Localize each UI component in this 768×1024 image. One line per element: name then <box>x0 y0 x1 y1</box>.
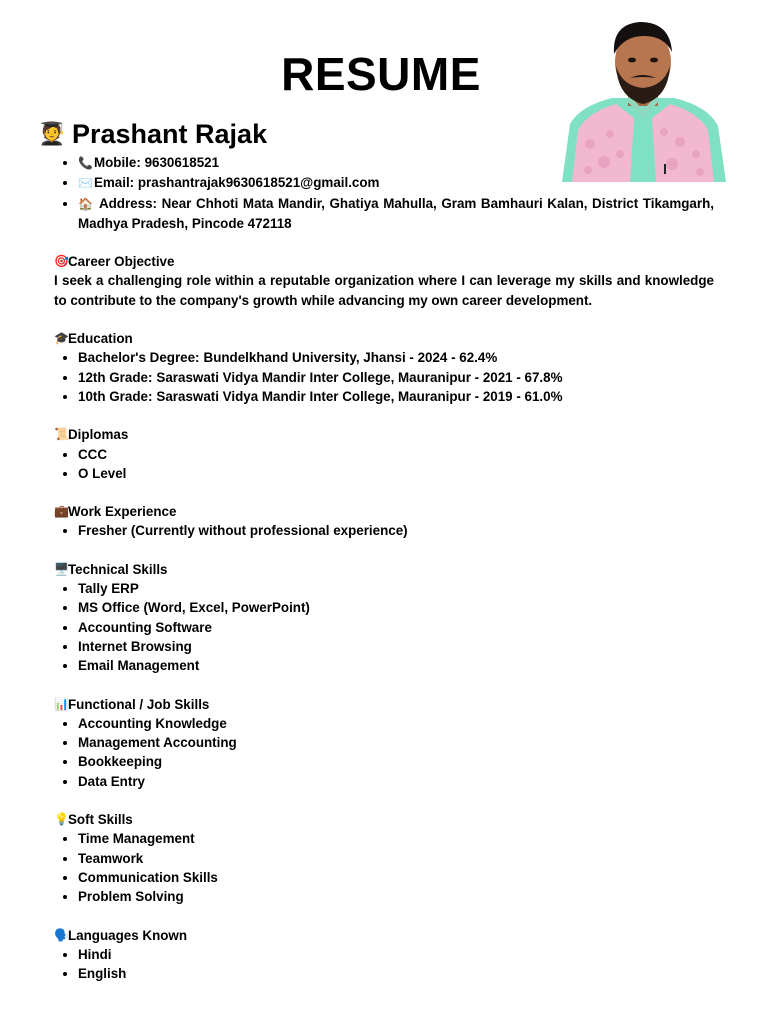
soft-skills-section <box>54 810 714 906</box>
list-item: • CCC <box>78 445 714 464</box>
technical-skills-section <box>54 560 714 676</box>
education-section <box>54 329 714 406</box>
computer-icon: 🖥️ <box>54 561 69 576</box>
graduation-cap-icon: 🎓 <box>54 331 69 346</box>
bar-chart-icon: 📊 <box>54 696 69 711</box>
list-item: • 12th Grade: Saraswati Vidya Mandir Inter College, Mauranipur - 2021 - 67.8% <box>78 368 714 387</box>
soft-skills-list <box>54 829 714 906</box>
list-item: • Time Management <box>78 829 714 848</box>
section-heading: 🎓 Education <box>54 329 714 348</box>
section-heading: 💼 Work Experience <box>54 502 714 521</box>
list-item: • Communication Skills <box>78 868 714 887</box>
light-bulb-icon: 💡 <box>54 812 69 827</box>
envelope-icon: ✉️ <box>78 176 93 191</box>
briefcase-icon: 💼 <box>54 504 69 519</box>
work-experience-section <box>54 502 714 541</box>
functional-skills-list <box>54 714 714 791</box>
list-item: • Management Accounting <box>78 733 714 752</box>
list-item: • Teamwork <box>78 849 714 868</box>
list-item: • Fresher (Currently without professional experience) <box>78 521 714 540</box>
contact-mobile: • 📞Mobile: 9630618521 <box>78 153 714 173</box>
list-item: • Accounting Software <box>78 618 714 637</box>
education-list <box>54 348 714 406</box>
list-item: • Bookkeeping <box>78 752 714 771</box>
candidate-name-row <box>38 116 267 152</box>
house-icon: 🏠 <box>78 196 94 211</box>
address-value: Near Chhoti Mata Mandir, Ghatiya Mahulla, Gram Bamhauri Kalan, District Tikamgarh, Madhya Pradesh, Pincode 472118 <box>78 195 714 231</box>
list-item: • Problem Solving <box>78 887 714 906</box>
functional-skills-section <box>54 695 714 791</box>
diplomas-list <box>54 445 714 484</box>
work-experience-list <box>54 521 714 540</box>
section-heading: 📊 Functional / Job Skills <box>54 695 714 714</box>
mobile-number[interactable]: 9630618521 <box>144 155 220 170</box>
section-heading: 🗣️ Languages Known <box>54 926 714 945</box>
list-item: • MS Office (Word, Excel, PowerPoint) <box>78 598 714 617</box>
list-item: • O Level <box>78 464 714 483</box>
career-objective-section <box>54 252 714 310</box>
student-icon: 🧑‍🎓 <box>38 121 66 146</box>
list-item: • English <box>78 964 714 983</box>
email-address[interactable]: prashantrajak9630618521@gmail.com <box>137 175 380 191</box>
contact-list <box>54 153 714 233</box>
career-objective-text: I seek a challenging role within a reputable organization where I can leverage my skills and knowledge to contribute to the company's growth while advancing my own career development. <box>54 273 714 308</box>
resume-content <box>54 153 714 983</box>
scroll-icon: 📜 <box>54 427 69 442</box>
languages-list <box>54 945 714 984</box>
list-item: • Data Entry <box>78 772 714 791</box>
section-heading: 🎯 Career Objective <box>54 252 714 271</box>
page-title: RESUME <box>281 48 481 100</box>
candidate-name: Prashant Rajak <box>72 118 268 149</box>
list-item: • 10th Grade: Saraswati Vidya Mandir Inter College, Mauranipur - 2019 - 61.0% <box>78 387 714 406</box>
target-icon: 🎯 <box>54 254 69 269</box>
list-item: • Hindi <box>78 945 714 964</box>
telephone-icon: 📞 <box>78 156 93 170</box>
contact-email: • ✉️Email: prashantrajak9630618521@gmail.com <box>78 173 714 193</box>
list-item: • Internet Browsing <box>78 637 714 656</box>
speaking-head-icon: 🗣️ <box>54 927 69 942</box>
list-item: • Bachelor's Degree: Bundelkhand University, Jhansi - 2024 - 62.4% <box>78 348 714 367</box>
list-item: • Tally ERP <box>78 579 714 598</box>
list-item: • Email Management <box>78 656 714 675</box>
technical-skills-list <box>54 579 714 675</box>
list-item: • Accounting Knowledge <box>78 714 714 733</box>
section-heading: 📜 Diplomas <box>54 425 714 444</box>
section-heading: 💡 Soft Skills <box>54 810 714 829</box>
section-heading: 🖥️ Technical Skills <box>54 560 714 579</box>
contact-address: • 🏠 Address: Near Chhoti Mata Mandir, Ghatiya Mahulla, Gram Bamhauri Kalan, District Tikamgarh, Madhya Pradesh, Pincode 472118 <box>78 194 714 234</box>
diplomas-section <box>54 425 714 483</box>
languages-section <box>54 926 714 984</box>
